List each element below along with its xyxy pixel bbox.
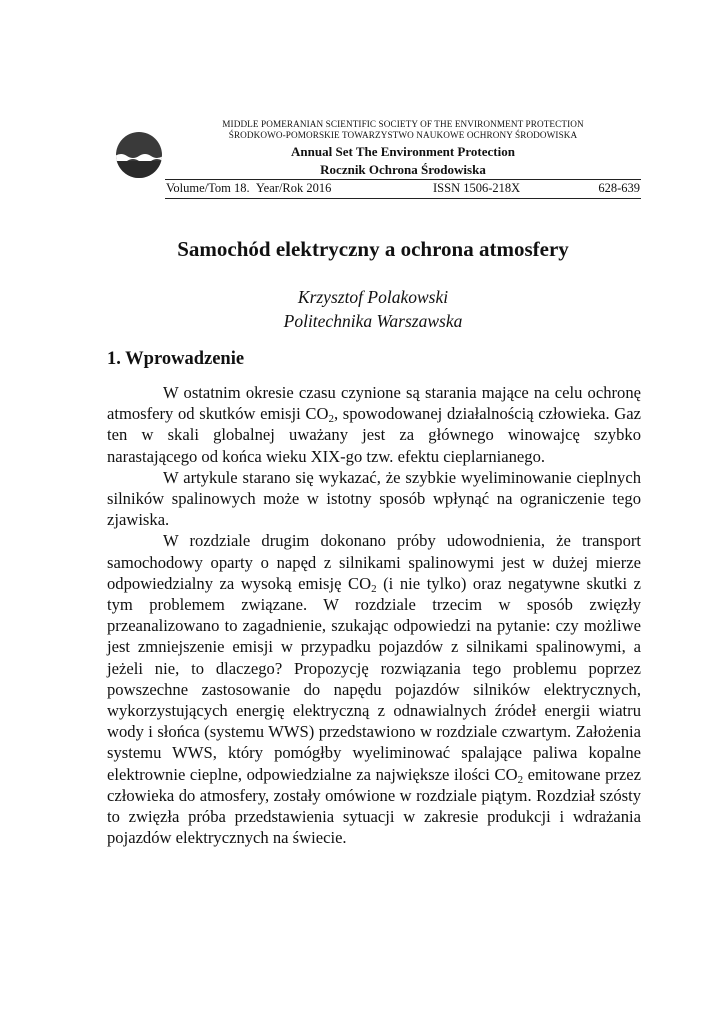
author-name: Krzysztof Polakowski [297, 287, 449, 307]
society-name-pl: ŚRODKOWO-POMORSKIE TOWARZYSTWO NAUKOWE OCHRONY ŚRODOWISKA [228, 130, 578, 140]
society-logo-icon [115, 131, 163, 179]
section-heading: 1. Wprowadzenie [107, 349, 245, 369]
society-name-en: MIDDLE POMERANIAN SCIENTIFIC SOCIETY OF THE ENVIRONMENT PROTECTION [222, 119, 584, 129]
header-rule-top [165, 179, 641, 180]
author-affiliation: Politechnika Warszawska [283, 311, 463, 331]
page-range: 628-639 [598, 181, 640, 195]
year: Year/Rok 2016 [255, 181, 332, 195]
paragraph-3: W rozdziale drugim dokonano próby udowodnienia, że transport samochodowy oparty o napęd z silnikami spalinowymi jest w dużej mierze odpowiedzialny za wysoką emisję $CO_2$ (i nie tylko) oraz negatywne skutki z tym problemem związane. W rozdziale trzecim w sposób zwięzły przeanalizowano to zagadnienie, szukając odpowiedzi na pytanie: czy możliwe jest zmniejszenie emisji w przypadku pojazdów z silnikami spalinowymi, a jeżeli nie, to dlaczego? Propozycję rozwiązania tego problemu poprzez powszechne zastosowanie do napędu pojazdów silników elektrycznych, wykorzystujących energię elektryczną z odnawialnych źródeł energii wiatru wody i słońca (systemu WWS) przedstawiono w rozdziale czwartym. Założenia systemu WWS, który pomógłby wyeliminować spalające paliwa kopalne elektrownie cieplne, odpowiedzialne za największe ilości $CO_2$ emitowane przez człowieka do atmosfery, zostały omówione w rozdziale piątym. Rozdział szósty to zwięzła próba przedstawienia sytuacji w zakresie produkcji i wdrażania pojazdów elektrycznych na świecie. [107, 531, 642, 848]
article-title: Samochód elektryczny a ochrona atmosfery [177, 237, 569, 261]
volume-year [166, 181, 331, 196]
journal-name-pl: Rocznik Ochrona Środowiska [320, 162, 486, 177]
issn: ISSN 1506-218X [433, 181, 521, 195]
paragraph-2: W artykule starano się wykazać, że szybkie wyeliminowanie cieplnych silników spalinowych może w istotny sposób wpłynąć na ograniczenie tego zjawiska. [107, 467, 641, 530]
header-rule-bottom [165, 198, 641, 199]
body-text [107, 382, 641, 848]
paragraph-1: W ostatnim okresie czasu czynione są starania mające na celu ochronę atmosfery od skutków emisji $CO_2$, spowodowanej działalnością człowieka. Gaz ten w skali globalnej uważany jest za głównego winowajcę szybko narastającego od końca wieku XIX-go tzw. efektu cieplarnianego. [107, 383, 642, 466]
volume: Volume/Tom 18. [166, 181, 250, 195]
journal-name-en: Annual Set The Environment Protection [291, 144, 515, 159]
